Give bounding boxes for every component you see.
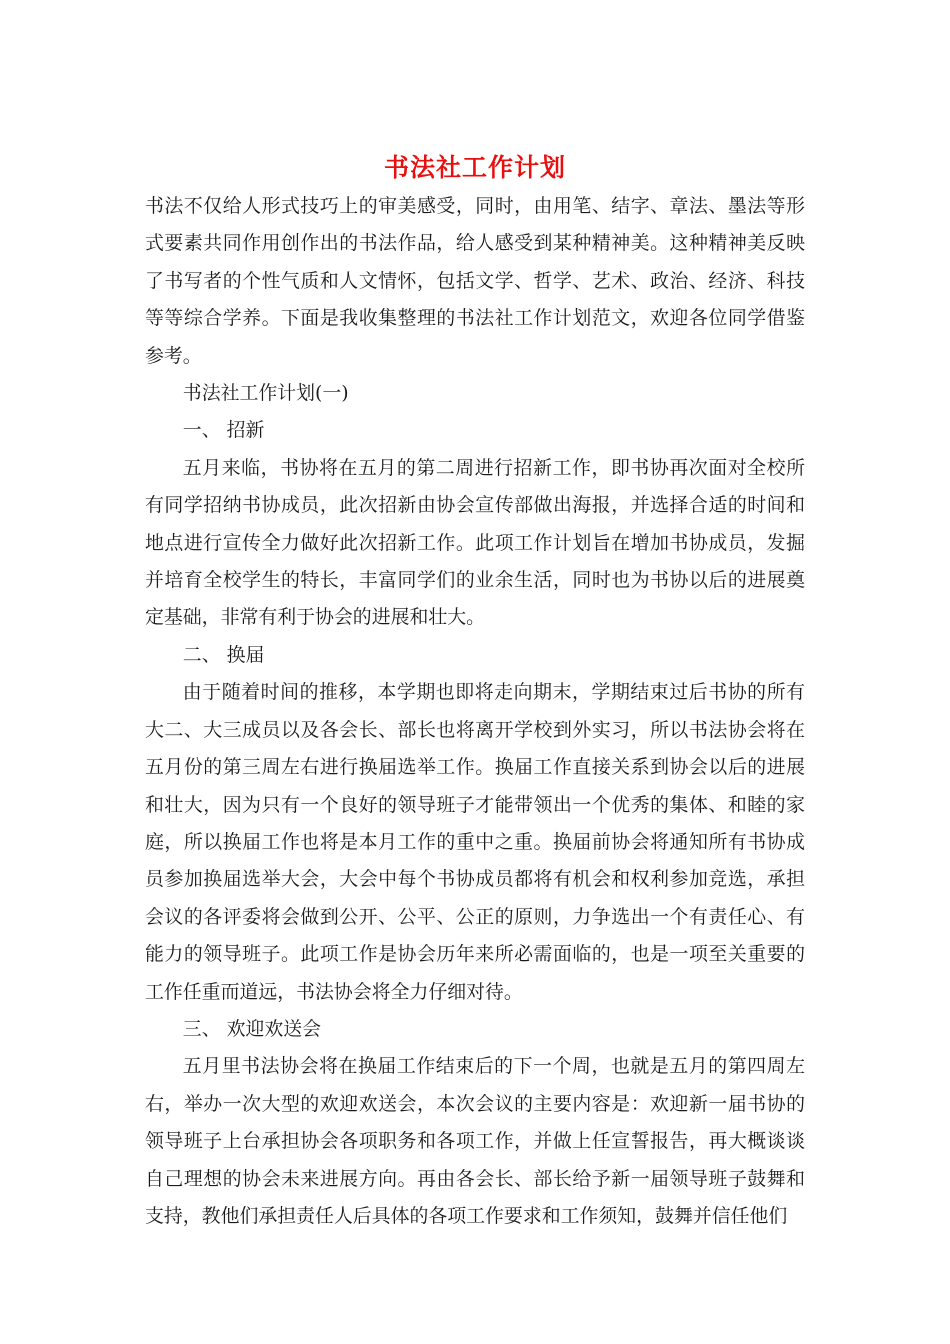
section-heading-welcome-farewell: 三、 欢迎欢送会 [182, 1017, 322, 1040]
section-heading-election: 二、 换届 [182, 643, 265, 666]
welcome-farewell-paragraph: 五月里书法协会将在换届工作结束后的下一个周，也就是五月的第四周左右，举办一次大型的欢迎欢送会，本次会议的主要内容是：欢迎新一届书协的领导班子上台承担协会各项职务和各项工作，并做上任宣誓报告，再大概谈谈自己理想的协会未来进展方向。再由各会长、部长给予新一届领导班子鼓舞和支持，教他们承担责任人后具体的各项工作要求和工作须知，鼓舞并信任他们 [145, 1055, 805, 1227]
plan-subtitle: 书法社工作计划(一) [182, 382, 349, 405]
document-body [145, 188, 805, 1235]
election-paragraph: 由于随着时间的推移，本学期也即将走向期末，学期结束过后书协的所有大二、大三成员以及各会长、部长也将离开学校到外实习，所以书法协会将在五月份的第三周左右进行换届选举工作。换届工作直接关系到协会以后的进展和壮大，因为只有一个良好的领导班子才能带领出一个优秀的集体、和睦的家庭，所以换届工作也将是本月工作的重中之重。换届前协会将通知所有书协成员参加换届选举大会，大会中每个书协成员都将有机会和权利参加竞选，承担会议的各评委将会做到公开、公平、公正的原则，力争选出一个有责任心、有能力的领导班子。此项工作是协会历年来所必需面临的，也是一项至关重要的工作任重而道远，书法协会将全力仔细对待。 [145, 681, 805, 1003]
recruitment-paragraph: 五月来临，书协将在五月的第二周进行招新工作，即书协再次面对全校所有同学招纳书协成员，此次招新由协会宣传部做出海报，并选择合适的时间和地点进行宣传全力做好此次招新工作。此项工作计划旨在增加书协成员，发掘并培育全校学生的特长，丰富同学们的业余生活，同时也为书协以后的进展奠定基础，非常有利于协会的进展和壮大。 [145, 456, 805, 629]
intro-paragraph: 书法不仅给人形式技巧上的审美感受，同时，由用笔、结字、章法、墨法等形式要素共同作用创作出的书法作品，给人感受到某种精神美。这种精神美反映了书写者的个性气质和人文情怀，包括文学、哲学、艺术、政治、经济、科技等等综合学养。下面是我收集整理的书法社工作计划范文，欢迎各位同学借鉴参考。 [145, 195, 805, 367]
document-title: 书法社工作计划 [383, 153, 566, 182]
section-heading-recruitment: 一、 招新 [182, 419, 265, 442]
